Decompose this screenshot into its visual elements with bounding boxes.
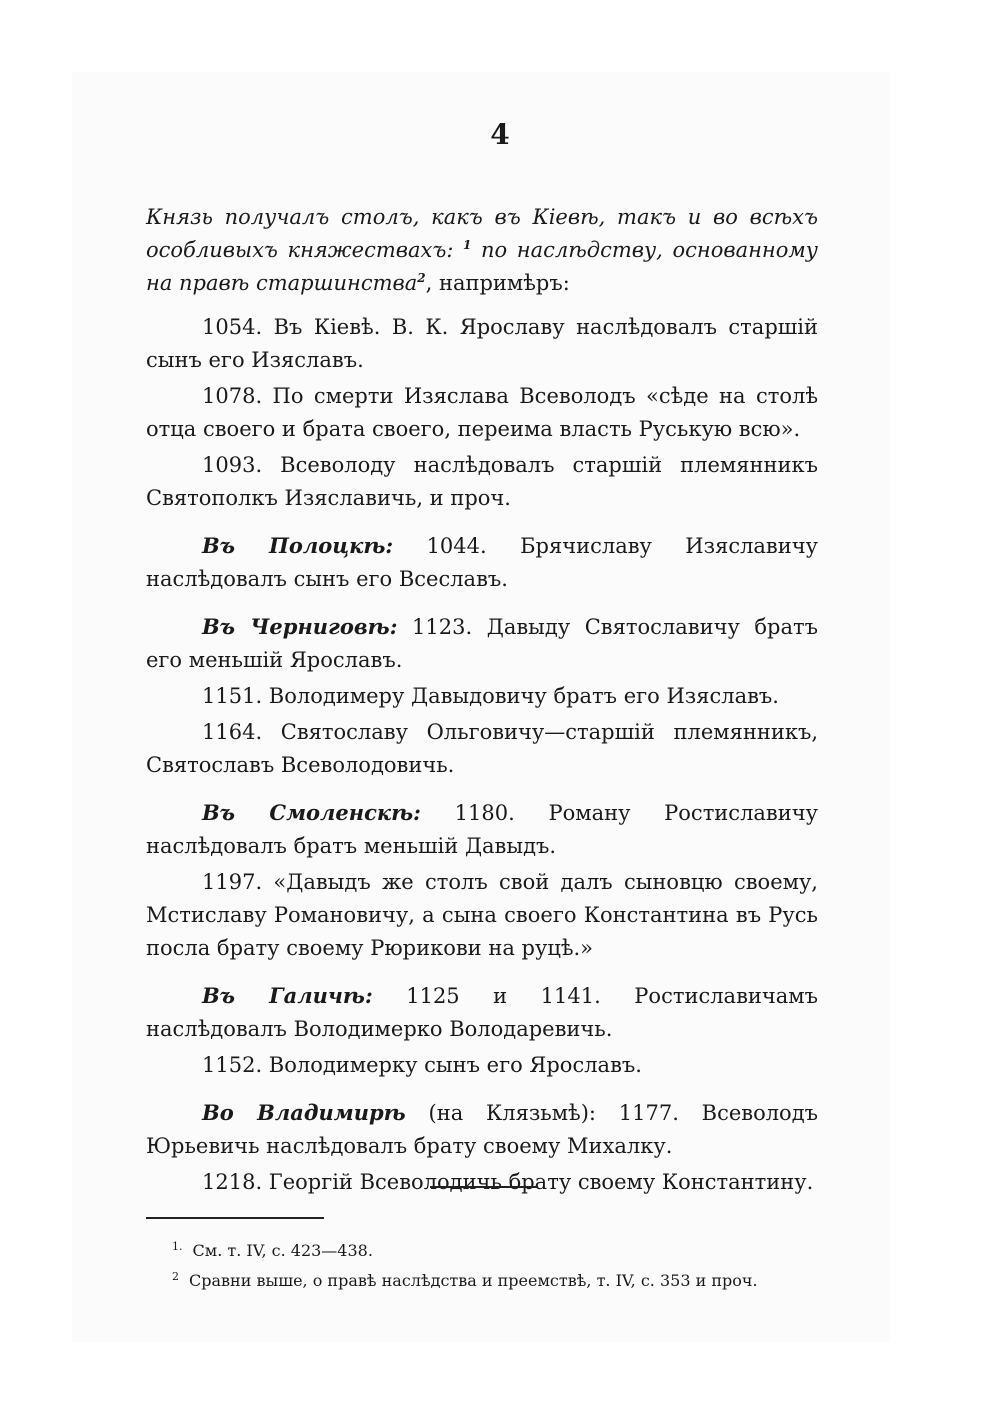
paragraph-galich: [146, 979, 818, 1046]
paragraph-text: 1151. Володимеру Давыдовичу братъ его Изяславъ.: [202, 684, 779, 708]
intro-part-2: по наслѣдству, основанному на правѣ старшинства: [146, 238, 818, 295]
city-label: Въ Полоцкѣ:: [202, 533, 394, 558]
footnote-text: Сравни выше, о правѣ наслѣдства и преемствѣ, т. IV, с. 353 и проч.: [189, 1271, 758, 1290]
paragraph-1197: [146, 865, 818, 965]
paragraph-1152: [146, 1048, 818, 1082]
paragraph-vladimir: [146, 1096, 818, 1163]
paragraph-1078: [146, 379, 818, 446]
paragraph-text: 1180. Роману Ростиславичу наслѣдовалъ братъ меньшій Давыдъ.: [146, 801, 818, 858]
paragraph-text: 1197. «Давыдъ же столъ свой далъ сыновцю своему, Мстиславу Романовичу, а сына своего Константина въ Русь посла брату своему Рюрикови на руцѣ.»: [146, 870, 818, 960]
footnote-2: [172, 1266, 822, 1296]
paragraph-text: (на Клязьмѣ): 1177. Всеволодъ Юрьевичь наслѣдовалъ брату своему Михалку.: [146, 1101, 818, 1158]
paragraph-text: 1164. Святославу Ольговичу—старшій племянникъ, Святославъ Всеволодовичь.: [146, 720, 818, 777]
section-end-rule: [430, 1186, 538, 1188]
paragraph-polotsk: [146, 529, 818, 596]
paragraph-text: 1044. Брячиславу Изяславичу наслѣдовалъ сынъ его Всеславъ.: [146, 534, 818, 591]
paragraph-text: 1152. Володимерку сынъ его Ярославъ.: [202, 1053, 642, 1077]
city-label: Во Владимирѣ: [202, 1100, 406, 1125]
paragraph-text: 1125 и 1141. Ростиславичамъ наслѣдовалъ Володимерко Володаревичь.: [146, 984, 818, 1041]
footnote-ref-2: 2: [417, 271, 426, 285]
city-label: Въ Черниговѣ:: [202, 614, 398, 639]
paragraph-1164: [146, 715, 818, 782]
city-label: Въ Смоленскѣ:: [202, 800, 421, 825]
paragraph-1151: [146, 679, 818, 713]
footnote-mark: 2: [172, 1269, 179, 1283]
paragraph-text: 1054. Въ Кіевѣ. В. К. Ярославу наслѣдовалъ старшій сынъ его Изяславъ.: [146, 315, 818, 372]
page-number: 4: [490, 118, 510, 151]
paragraph-text: 1078. По смерти Изяслава Всеволодъ «сѣде на столѣ отца своего и брата своего, переима власть Руськую всю».: [146, 384, 818, 441]
footnote-1: [172, 1236, 822, 1266]
footnote-separator: [146, 1217, 324, 1219]
footnotes: [172, 1236, 822, 1296]
footnote-text: См. т. IV, с. 423—438.: [192, 1241, 373, 1260]
paragraph-text: 1093. Всеволоду наслѣдовалъ старшій племянникъ Святополкъ Изяславичь, и проч.: [146, 453, 818, 510]
intro-part-3: , напримѣръ:: [425, 271, 570, 295]
paragraph-1054: [146, 310, 818, 377]
paragraph-text: 1123. Давыду Святославичу братъ его меньшій Ярославъ.: [146, 615, 818, 672]
footnote-mark: 1.: [172, 1239, 183, 1253]
main-text: [146, 180, 818, 1201]
paragraph-text: 1218. Георгій Всеволодичь брату своему Константину.: [202, 1170, 814, 1194]
intro-paragraph: [146, 201, 818, 300]
intro-part-1: Князь получалъ столъ, какъ въ Кіевѣ, такъ и во всѣхъ особливыхъ княжествахъ:: [146, 205, 818, 262]
paragraph-chernigov: [146, 610, 818, 677]
city-label: Въ Галичѣ:: [202, 983, 373, 1008]
paragraph-1093: [146, 448, 818, 515]
paragraph-1218: [146, 1165, 818, 1199]
paragraph-smolensk: [146, 796, 818, 863]
footnote-ref-1: 1: [463, 238, 472, 252]
